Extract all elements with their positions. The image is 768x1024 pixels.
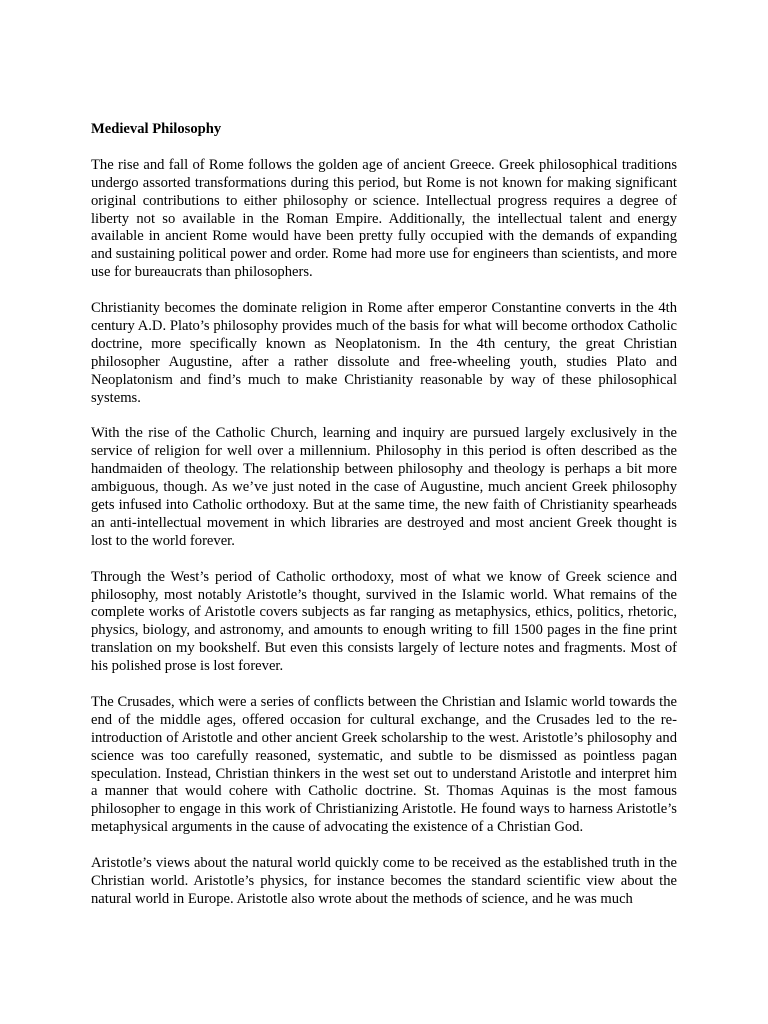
paragraph-catholic-church: With the rise of the Catholic Church, learning and inquiry are pursued largely exclusively in the service of religion for well over a millennium. Philosophy in this period is often described as the handmaiden of theology. The relationship between philosophy and theology is perhaps a bit more ambiguous, though. As we’ve just noted in the case of Augustine, much ancient Greek philosophy gets infused into Catholic orthodoxy. But at the same time, the new faith of Christianity spearheads an anti-intellectual movement in which libraries are destroyed and most ancient Greek thought is lost to the world forever. — [91, 425, 677, 549]
document-page — [91, 121, 677, 927]
paragraph-islamic-world: Through the West’s period of Catholic orthodoxy, most of what we know of Greek science and philosophy, most notably Aristotle’s thought, survived in the Islamic world. What remains of the complete works of Aristotle covers subjects as far ranging as metaphysics, ethics, politics, rhetoric, physics, biology, and astronomy, and amounts to enough writing to fill 1500 pages in the fine print translation on my bookshelf. But even this consists largely of lecture notes and fragments. Most of his polished prose is lost forever. — [91, 568, 677, 675]
document-title: Medieval Philosophy — [91, 121, 222, 137]
paragraph-rome: The rise and fall of Rome follows the golden age of ancient Greece. Greek philosophical traditions undergo assorted transformations during this period, but Rome is not known for making significant original contributions to either philosophy or science. Intellectual progress requires a degree of liberty not so available in the Roman Empire. Additionally, the intellectual talent and energy available in ancient Rome would have been pretty fully occupied with the demands of expanding and sustaining political power and order. Rome had more use for engineers than scientists, and more use for bureaucrats than philosophers. — [91, 156, 677, 281]
paragraph-crusades: The Crusades, which were a series of conflicts between the Christian and Islamic world towards the end of the middle ages, offered occasion for cultural exchange, and the Crusades led to the re-introduction of Aristotle and other ancient Greek scholarship to the west. Aristotle’s philosophy and science was too carefully reasoned, systematic, and subtle to be dismissed as pointless pagan speculation. Instead, Christian thinkers in the west set out to understand Aristotle and interpret him a manner that would cohere with Catholic doctrine. St. Thomas Aquinas is the most famous philosopher to engage in this work of Christianizing Aristotle. He found ways to harness Aristotle’s metaphysical arguments in the cause of advocating the existence of a Christian God. — [91, 693, 677, 836]
paragraph-christianity: Christianity becomes the dominate religion in Rome after emperor Constantine converts in the 4th century A.D. Plato’s philosophy provides much of the basis for what will become orthodox Catholic doctrine, more specifically known as Neoplatonism. In the 4th century, the great Christian philosopher Augustine, after a rather dissolute and free-wheeling youth, studies Plato and Neoplatonism and find’s much to make Christianity reasonable by way of these philosophical systems. — [91, 300, 677, 406]
paragraph-natural-world: Aristotle’s views about the natural world quickly come to be received as the established truth in the Christian world. Aristotle’s physics, for instance becomes the standard scientific view about the natural world in Europe. Aristotle also wrote about the methods of science, and he was much — [91, 855, 677, 907]
